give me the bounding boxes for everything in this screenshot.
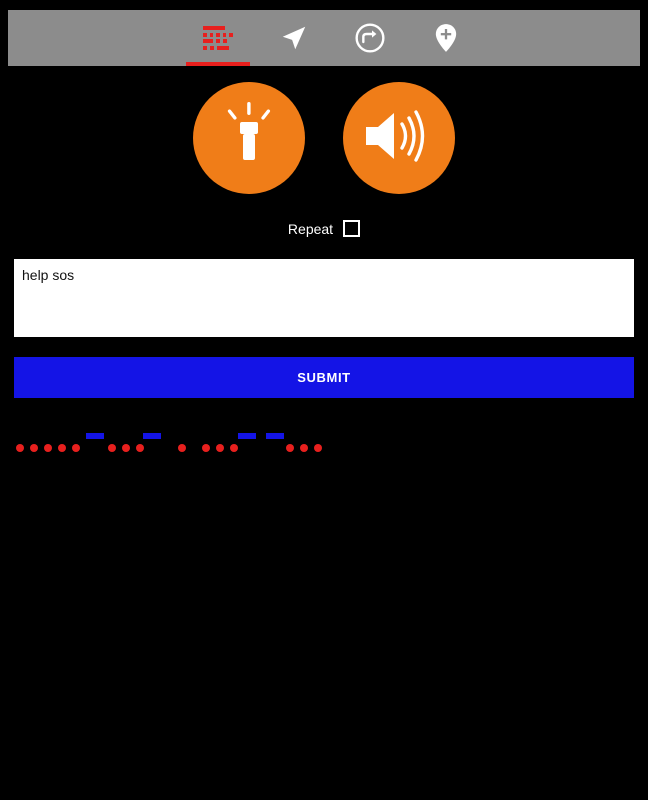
tab-directions[interactable] xyxy=(332,10,408,66)
morse-dot xyxy=(300,444,308,452)
morse-dot xyxy=(108,444,116,452)
flashlight-icon xyxy=(218,100,280,177)
morse-dot xyxy=(44,444,52,452)
signal-buttons-row xyxy=(0,82,648,194)
message-input[interactable] xyxy=(14,259,634,337)
morse-dot xyxy=(72,444,80,452)
repeat-row xyxy=(0,220,648,237)
morse-dash xyxy=(266,433,284,439)
morse-dot xyxy=(58,444,66,452)
navigation-arrow-icon xyxy=(279,21,309,55)
repeat-label: Repeat xyxy=(287,220,334,237)
morse-dot xyxy=(230,444,238,452)
morse-dash xyxy=(86,433,104,439)
morse-dot xyxy=(30,444,38,452)
morse-dash xyxy=(238,433,256,439)
morse-dot xyxy=(136,444,144,452)
morse-dot xyxy=(216,444,224,452)
tab-location[interactable] xyxy=(408,10,484,66)
speaker-volume-icon xyxy=(362,106,436,171)
morse-dot xyxy=(122,444,130,452)
morse-dot xyxy=(314,444,322,452)
tab-morse[interactable] xyxy=(180,10,256,66)
morse-dot xyxy=(202,444,210,452)
directions-sign-icon xyxy=(354,21,386,55)
top-tab-bar xyxy=(8,10,640,66)
map-pin-plus-icon xyxy=(432,21,460,55)
morse-dot xyxy=(286,444,294,452)
morse-dot xyxy=(178,444,186,452)
morse-dot xyxy=(16,444,24,452)
sound-button[interactable] xyxy=(343,82,455,194)
repeat-checkbox[interactable] xyxy=(343,220,360,237)
morse-code-icon xyxy=(203,21,233,55)
submit-button[interactable]: SUBMIT xyxy=(14,357,634,398)
tab-navigate[interactable] xyxy=(256,10,332,66)
morse-dash xyxy=(143,433,161,439)
flashlight-button[interactable] xyxy=(193,82,305,194)
morse-output-strip xyxy=(16,428,632,468)
